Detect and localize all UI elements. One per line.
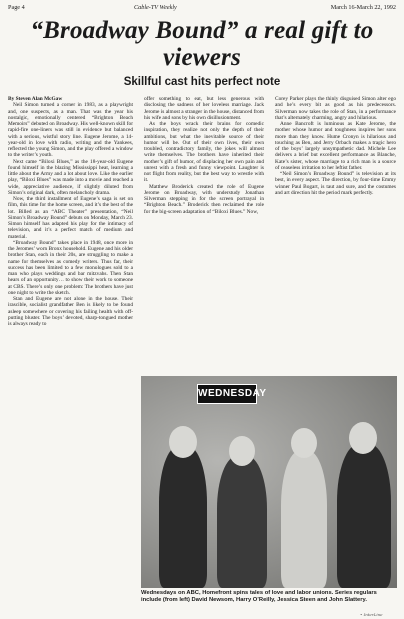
person-face xyxy=(349,422,377,454)
article-column-1 xyxy=(8,96,133,327)
paragraph: “Neil Simon’s Broadway Bound” is television at its best, in every aspect. The direction, by four-time Emmy winner Paul Bogart, is taut and sure, and the costumes and art direction hit the period mark perfectly. xyxy=(275,171,396,196)
person-face xyxy=(169,426,197,458)
paragraph: offer something to eat, but less generous with disclosing the sadness of her loveless marriage. Jack Jerome is almost a stranger in the house, distanced from his wife and sons by his own disillusionment. xyxy=(144,96,264,121)
headline: “Broadway Bound” a real gift to viewers xyxy=(30,17,374,71)
paragraph: Stan and Eugene are not alone in the house. Their irascible, socialist grandfather Ben is likely to be found asleep somewhere or covering his failing health with off-putting bluster. The boys’ devoted, sharp-tongued mother is always ready to xyxy=(8,296,133,327)
byline: By Steven Alan McGaw xyxy=(8,96,63,102)
person-figure xyxy=(159,446,207,588)
article-column-2 xyxy=(144,96,264,215)
paragraph: “Broadway Bound” takes place in 1948, once more in the Jeromes’ worn Bronx household. Eugene and his older brother Stan, each in their 20s, are struggling to make a name for themselves as comedy writers. Thus far, their success has been limited to a few monologues sold to a man who plays weddings and bar mitzvahs. Then Stan hears of an opportunity… to show their work to someone at CBS. There’s only one problem: The brothers have just one night to write the sketch. xyxy=(8,239,133,296)
paragraph: Now, the third installment of Eugene’s saga is set on film, this time for the home screen, and it’s the best of the lot. Billed as an “ABC Theater” presentation, “Neil Simon’s Broadway Bound” debuts on Monday, March 23. Simon himself has adapted his play for the intimacy of television, and it’s a perfect match of medium and material. xyxy=(8,196,133,240)
paragraph: As the boys wrack their brains for comedic inspiration, they realize not only the depth of their ambitions, but what the inevitable source of their humor will be. Out of their own lives, their own troubled, contradictory family, the jokes will almost write themselves. The brothers have inherited their mother’s gift of humor, of displacing her own pain and unrest with a fresh and funny viewpoint. Laughter is not flight from reality, but the best way to wrestle with it. xyxy=(144,121,264,184)
paragraph: Anne Bancroft is luminous as Kate Jerome, the mother whose humor and toughness inspires her sons more than they know. Hume Cronyn is hilarious and touching as Ben, and Jerry Orbach makes a tragic hero of the boys’ largely unsympathetic dad. Michele Lee delivers a brief but excellent performance as Blanche, Kate’s sister, whose marriage to a rich man is a source of ceaseless irritation to her leftist father. xyxy=(275,121,396,171)
issue-date: March 16-March 22, 1992 xyxy=(330,4,396,11)
paragraph: Matthew Broderick created the role of Eugene Jerome on Broadway, with understudy Jonathan Silverman stepping in for the screen portrayal in “Brighton Beach.” Broderick then reclaimed the role for the big-screen adaptation of “Biloxi Blues.” Now, xyxy=(144,183,264,215)
article-column-3 xyxy=(275,96,396,196)
wednesday-banner: WEDNESDAY xyxy=(197,384,257,404)
person-face xyxy=(291,428,317,458)
person-figure xyxy=(337,444,391,588)
person-figure xyxy=(281,451,327,588)
page-header xyxy=(8,4,396,16)
publication-name: Cable-TV Weekly xyxy=(134,4,177,11)
paragraph: Next came “Biloxi Blues,” as the 18-year-old Eugene found himself in the blazing Mississippi heat, learning a little about the Army and a lot about love. Like the earlier play, “Biloxi Blues” was made into a movie and reached a wide, appreciative audience, if slightly diluted from Simon’s original dark, often melancholy drama. xyxy=(8,158,133,196)
photo-caption: Wednesdays on ABC, Homefront spins tales of love and labor unions. Series regulars include (from left) David Newsom, Harry O’Reilly, Jessica Steen and John Slattery. xyxy=(141,590,377,603)
person-face xyxy=(229,436,255,466)
paragraph: Corey Parker plays the thinly disguised Simon alter ego and he’s every bit as good as his predecessors. Silverman now takes the role of Stan, in a performance that’s alternately charming, angry and hilarious. xyxy=(275,96,396,121)
page-number: Page 4 xyxy=(8,4,25,11)
person-figure xyxy=(217,456,267,588)
cast-photo xyxy=(141,376,397,588)
subheadline: Skillful cast hits perfect note xyxy=(123,76,281,88)
agency-stamp: • InterLine xyxy=(360,612,383,617)
paragraph: Neil Simon turned a corner in 1983, as a playwright and, one suspects, as a man. That was the year his nostalgic, emotionally centered “Brighton Beach Memoirs” debuted on Broadway. His well-known skill for rapid-fire one-liners was still in evidence but balanced with a serious, wistful story line. Eugene Jerome, a 14-year-old in love with radio, writing and the Yankees, reflected the young Simon, and the play offered a window to the writer’s youth. xyxy=(8,102,133,159)
